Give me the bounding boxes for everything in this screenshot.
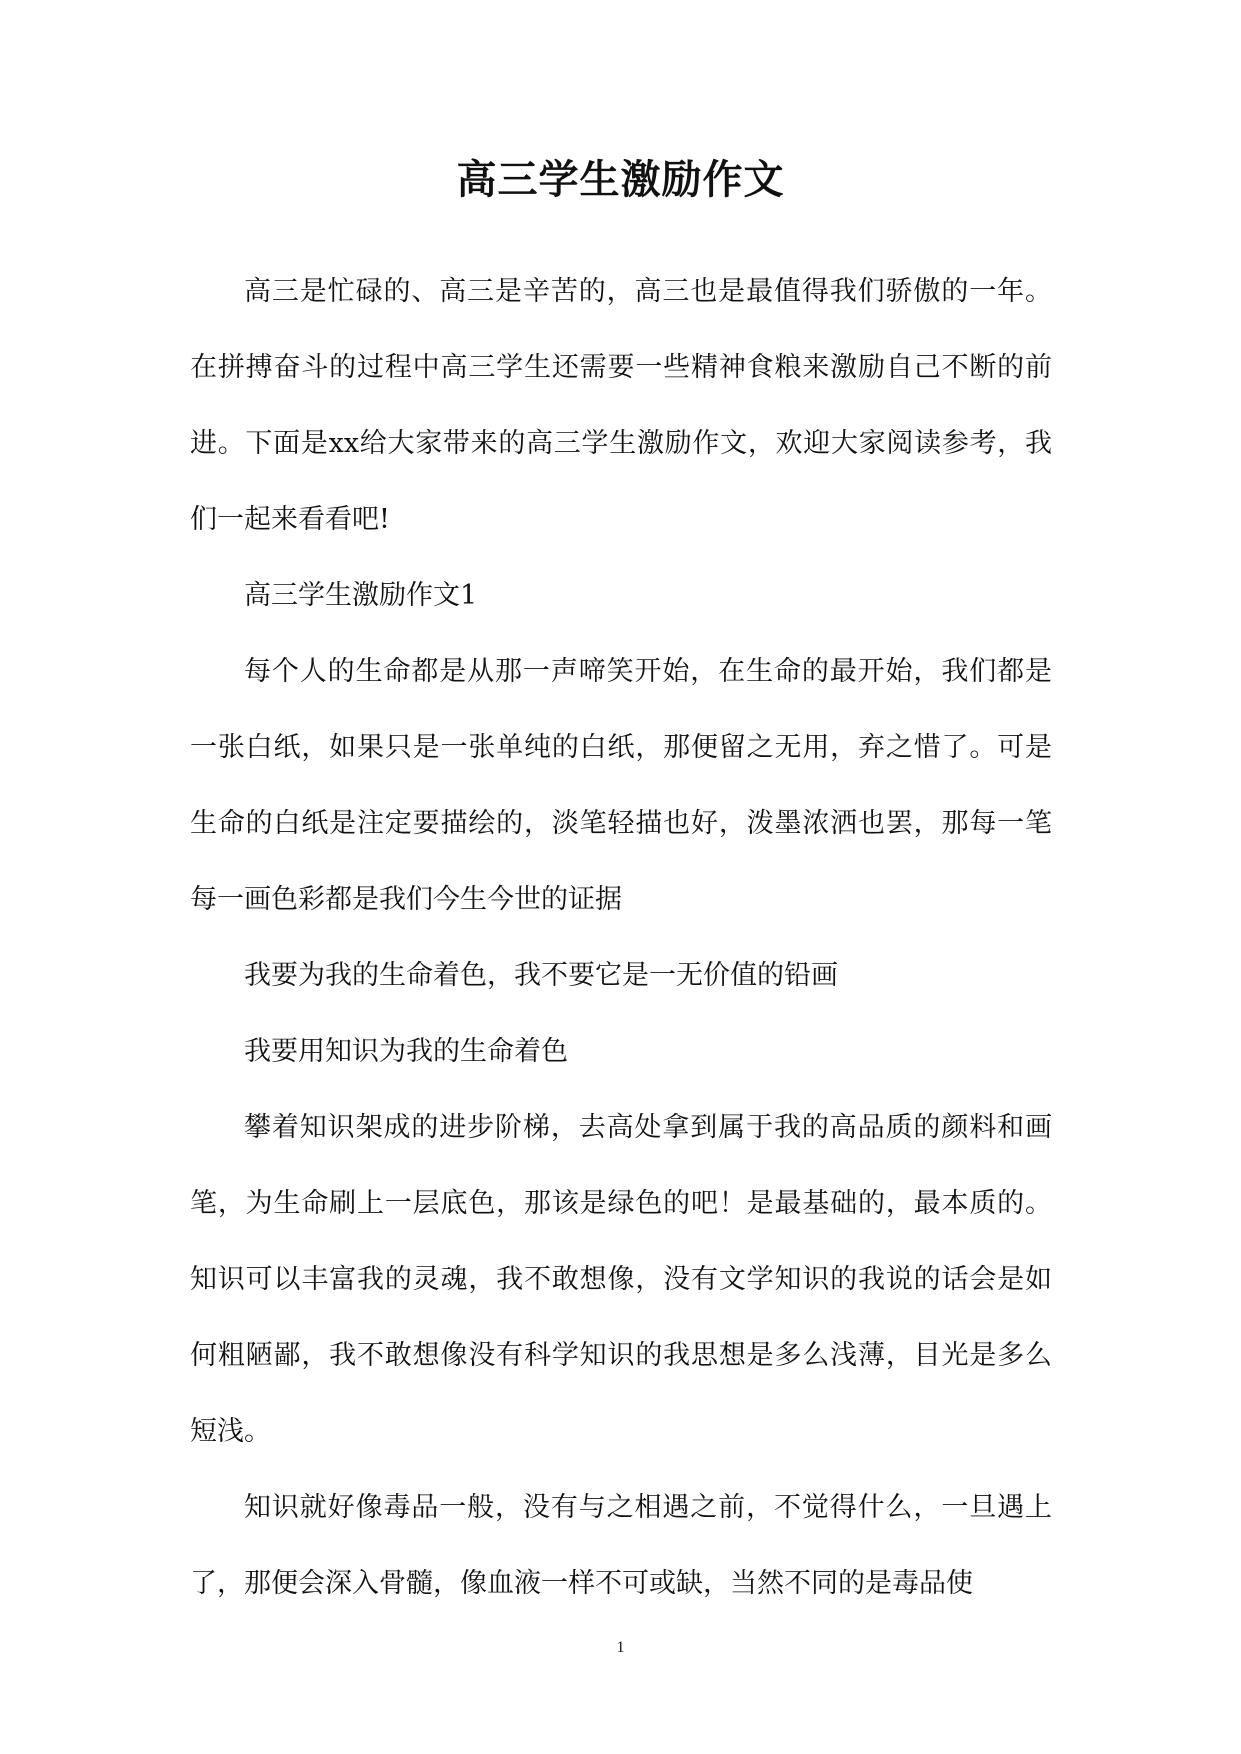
paragraph: 我要为我的生命着色，我不要它是一无价值的铅画: [244, 960, 838, 991]
paragraph-intro: 高三是忙碌的、高三是辛苦的，高三也是最值得我们骄傲的一年。在拼搏奋斗的过程中高三学生还需要一些精神食粮来激励自己不断的前进。下面是xx给大家带来的高三学生激励作文，欢迎大家阅读参考，我们一起来看看吧!: [190, 276, 1052, 535]
document-title: 高三学生激励作文: [456, 156, 785, 203]
section-heading: 高三学生激励作文1: [244, 580, 478, 611]
paragraph: 每个人的生命都是从那一声啼笑开始，在生命的最开始，我们都是一张白纸，如果只是一张单纯的白纸，那便留之无用，弃之惜了。可是生命的白纸是注定要描绘的，淡笔轻描也好，泼墨浓洒也罢，那每一笔每一画色彩都是我们今生今世的证据: [190, 656, 1052, 915]
document-body: [190, 254, 1052, 1622]
page-number: 1: [616, 1639, 625, 1656]
paragraph: 知识就好像毒品一般，没有与之相遇之前，不觉得什么，一旦遇上了，那便会深入骨髓，像血液一样不可或缺，当然不同的是毒品使: [190, 1492, 1052, 1599]
paragraph: 攀着知识架成的进步阶梯，去高处拿到属于我的高品质的颜料和画笔，为生命刷上一层底色，那该是绿色的吧！是最基础的，最本质的。知识可以丰富我的灵魂，我不敢想像，没有文学知识的我说的话会是如何粗陋鄙，我不敢想像没有科学知识的我思想是多么浅薄，目光是多么短浅。: [190, 1112, 1052, 1447]
paragraph: 我要用知识为我的生命着色: [244, 1036, 568, 1067]
